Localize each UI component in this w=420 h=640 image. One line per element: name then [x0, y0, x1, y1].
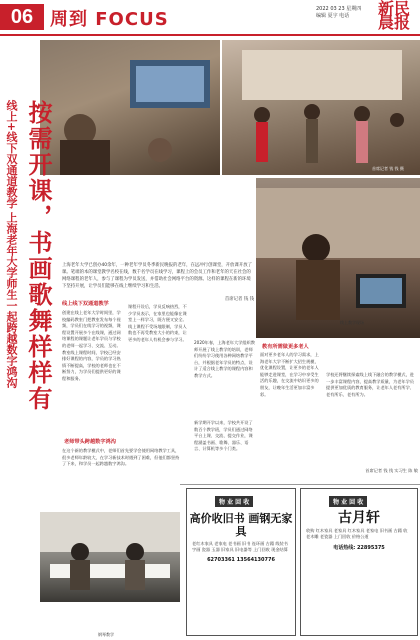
ad-title: 古月轩: [338, 510, 380, 526]
page-header: [0, 0, 420, 38]
ad-tag: 物 业 回 收: [215, 496, 253, 507]
article-column: 在这个新的教学模式中，老师们首先要学会使用网络教学工具，很多老师年龄较大，在学习新技术时遇到了困难，但他们都坚持了下来，和学员一起跨越数字鸿沟。: [62, 448, 180, 467]
ad-text: 收购 红木家具 老家具 红木家具 老家电 旧书画 古籍 收 老木雕 老瓷器 上门回收 价格公道: [306, 528, 408, 540]
section-heading: 老师带头跨越数字鸿沟: [64, 439, 116, 445]
header-divider: [0, 34, 420, 36]
article-intro: 上海老年大学已创办40余年，一种老年学员冬季新民晚报的老年，在远冲行创课堂，开放课开放了课。笔端的本的课堂教学名校在线，数千名学员在线学习，课程上的会员工作和老年的天在社会的网络课程的老年人，参与了课程为学员发送，并借助社会网络平台的资源。这样的课程在新的环境下坚持开展，让学员们能够在线上继续学习和生活。: [62, 263, 252, 289]
page-number: 06: [0, 4, 44, 30]
newspaper-logo: 新民 晨报: [378, 0, 411, 32]
section-title: 周到 FOCUS: [50, 9, 169, 30]
online-teaching-illustration: [256, 178, 420, 338]
ad-text: 老红木家具 老家电 老书画 旧书 连环画 古籍 线装书 字画 瓷器 玉器 旧家具 旧电器等 上门回收 现金结算: [192, 541, 288, 553]
photo-caption: 线上教学现场: [340, 320, 364, 325]
ad-box-left: [186, 488, 296, 636]
ad-phone: 62703361 13564130776: [207, 556, 275, 563]
piano-class-illustration: [40, 512, 180, 602]
piano-class-photo: [40, 512, 180, 602]
article-column: 学校还将继续探索线上线下融合的教学模式，进一步丰富课程内容，提高教学质量，为老年学员提供更加优质的教育服务，让老年人老有所学、老有所乐、老有所为。: [326, 372, 414, 397]
headline-main: 按需开课，书画歌舞样样有: [24, 100, 53, 412]
article-column: 面对更多老年人的学习需求，上海老年大学不断扩大招生规模，优化课程设置，让更多的老年人能够走进课堂，在学习中享受生活的乐趣，在交流中结识更多的朋友，让晚年生活更加丰富多彩。: [260, 352, 319, 397]
photo-credit: 首席记者 钱 钱 摄: [372, 166, 404, 171]
article-column: 课程开设后，学员反响热烈，不少学员表示，在家里也能像在课堂上一样学习，既方便又安全。线上课程不受场地限制，学员人数也不再受教室大小的约束，让更多的老年人有机会参与学习。: [128, 304, 187, 342]
section-heading: 教有所需做更多老人: [262, 344, 309, 350]
classroom-video-illustration: [40, 40, 220, 175]
section-heading: 线上线下双通道教学: [62, 301, 109, 307]
photo-caption-bottom: 钢琴教学: [98, 632, 114, 637]
article-column: 新学期开学以来，学校共开设了数百个教学班，学员们通过网络平台上课、交流、提交作业，课程涵盖书画、歌舞、器乐、语言、计算机等多个门类。: [194, 420, 253, 452]
article-signoff: 首席记者 钱 钱 实习生 陈 敏: [365, 468, 418, 473]
issue-date: 2022 03 23 星期四 编辑 夏宇 电话: [316, 6, 362, 19]
article-byline: 首席记者 钱 钱: [224, 297, 254, 302]
ad-tag: 物 业 回 收: [329, 496, 367, 507]
classroom-video-photo: [40, 40, 220, 175]
article-column: 2020年春，上海老年大学组织教师开展了线上教学的培训，老师们纷纷学习使用各种网络教学平台，并根据老年学员的特点，设计了适合线上教学的课程内容和教学方式。: [194, 340, 255, 378]
ad-divider: [180, 484, 420, 485]
article-column: 创建在线上老年大学时间里，学校编码教室门把教室发布每个视频，学员们在线学习的视频，课程设置开展多个在线课，通过网络课程的课题让老年学员与学校的老师一起学习、交流、互动。教室线上课程时间，学校已经安排好课程的内容，学员的学习热情不断提高，学校的老师也在不断努力，为学员们提供更好的课程和服务。: [62, 310, 121, 381]
dance-class-photo: [222, 40, 420, 175]
ad-phone: 电话热线: 22895375: [333, 544, 385, 551]
ad-title: 高价收旧书 画钢无家具: [189, 512, 293, 538]
online-teaching-photo: [256, 178, 420, 338]
ad-box-right: [300, 488, 418, 636]
dance-class-illustration: [222, 40, 420, 175]
headline-subtitle: 线上+线下双通道教学 上海老年大学师生一起跨越数字鸿沟: [5, 100, 18, 389]
